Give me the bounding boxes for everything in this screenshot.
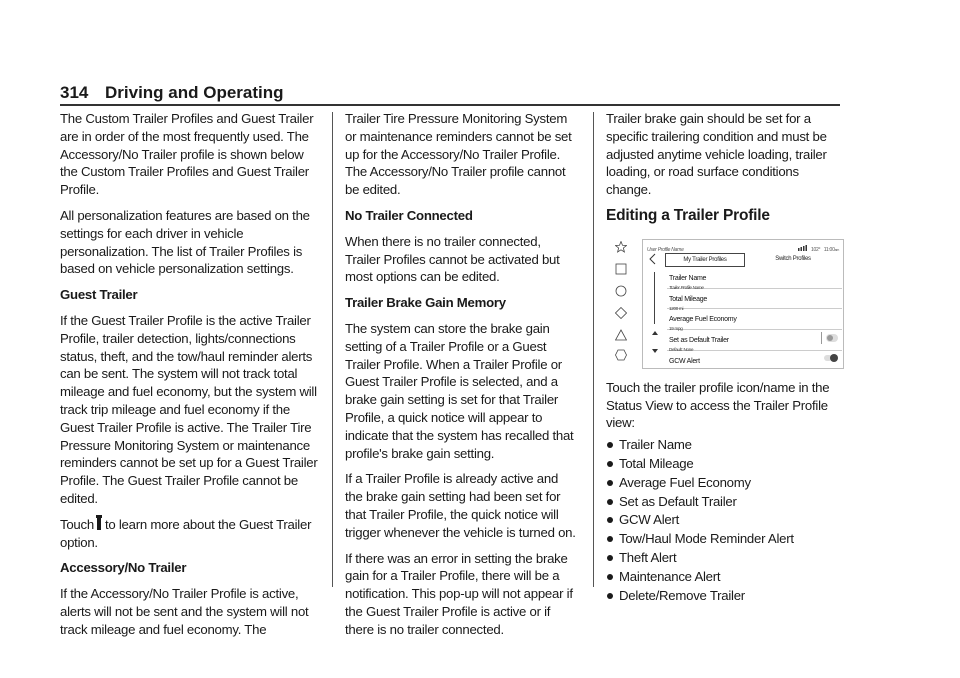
scroll-track[interactable]: [654, 272, 655, 324]
square-icon: [615, 263, 627, 275]
subheading-guest-trailer: Guest Trailer: [60, 287, 138, 303]
list-item-set-as-default-trailer[interactable]: [667, 330, 842, 351]
temperature: 102°: [810, 246, 821, 253]
heading-editing-trailer-profile: Editing a Trailer Profile: [606, 206, 770, 224]
clock-suffix: am: [834, 247, 839, 252]
icon-rail: [606, 239, 636, 367]
row-title: Trailer Name: [669, 274, 707, 282]
profile-settings-list: [667, 268, 842, 371]
column-3: [606, 110, 842, 605]
info-icon: [97, 518, 101, 530]
paragraph: When there is no trailer connected, Trailer Profiles cannot be activated but most options can be edited.: [345, 233, 560, 285]
list-item: Tow/Haul Mode Reminder Alert: [606, 530, 842, 548]
scroll-up-icon[interactable]: [651, 330, 659, 336]
star-icon: [615, 241, 627, 253]
list-item: Maintenance Alert: [606, 568, 842, 586]
paragraph: Trailer Tire Pressure Monitoring System or maintenance reminders cannot be set up for the Accessory/No Trailer Profile. The Accessory/No Trailer profile cannot be edited.: [345, 111, 572, 198]
paragraph: All personalization features are based on the settings for each driver in vehicle personalization. The list of Trailer Profiles is based on vehicle personalization settings.: [60, 207, 310, 277]
tab-switch-profiles[interactable]: Switch Profiles: [775, 255, 811, 262]
page-number: 314: [60, 83, 89, 102]
paragraph: If the Accessory/No Trailer Profile is active, alerts will not be sent and the system will not track mileage and fuel economy. The: [60, 586, 309, 637]
divider: [821, 332, 822, 344]
status-bar: [643, 240, 843, 251]
list-item: Delete/Remove Trailer: [606, 587, 842, 605]
list-item: Theft Alert: [606, 549, 842, 567]
paragraph: If a Trailer Profile is already active and the brake gain setting had been set for that Trailer Profile, the quick notice will trigger whenever the vehicle is turned on.: [345, 471, 576, 540]
list-item-total-mileage[interactable]: [667, 289, 842, 310]
list-item: Trailer Name: [606, 436, 842, 454]
diamond-icon: [615, 307, 627, 319]
list-item-trailer-name[interactable]: [667, 268, 842, 289]
section-title: Driving and Operating: [105, 83, 284, 102]
paragraph: If there was an error in setting the brake gain for a Trailer Profile, there will be a notification. This pop-up will not appear if the Guest Trailer Profile is active or if there is no trailer connected.: [345, 550, 573, 637]
column-divider: [332, 112, 333, 587]
list-item: Average Fuel Economy: [606, 474, 842, 492]
scroll-down-icon[interactable]: [651, 348, 659, 354]
triangle-icon: [615, 329, 627, 341]
paragraph: If the Guest Trailer Profile is the active Trailer Profile, trailer detection, lights/connections status, theft, and the tow/haul reminder alerts can be sent. The system will not track total mileage and fuel economy, but the system will track trip mileage and fuel economy if the Guest Trailer Profile is active. The Trailer Tire Pressure Monitoring System or maintenance reminders cannot be set up for a Guest Trailer Profile. The Guest Trailer Profile cannot be edited.: [60, 312, 318, 506]
paragraph: Trailer brake gain should be set for a specific trailering condition and must be adjusted anytime vehicle loading, trailer loading, or road surface conditions change.: [606, 111, 827, 198]
subheading-no-trailer: No Trailer Connected: [345, 207, 473, 223]
list-item: Set as Default Trailer: [606, 493, 842, 511]
row-title: Total Mileage: [669, 295, 707, 303]
clock: 11:00: [823, 246, 835, 253]
paragraph: The Custom Trailer Profiles and Guest Trailer are in order of the most frequently used. The Accessory/No Trailer profile is shown below the Custom Trailer Profiles and Guest Trailer Profile.: [60, 111, 314, 198]
paragraph: The system can store the brake gain setting of a Trailer Profile or a Guest Trailer Profile. When a Trailer Profile or Guest Trailer Profile is selected, and a brake gain setting is set for that Trailer Profile, a quick notice will appear to indicate that the system has recalled that profile's brake gain setting.: [345, 320, 574, 461]
back-arrow-icon[interactable]: [646, 252, 660, 266]
row-subtitle: Default: None: [669, 347, 694, 353]
paragraph: Touch the trailer profile icon/name in the Status View to access the Trailer Profile view:: [606, 379, 830, 431]
touch-text-rest: to learn more about the Guest Trailer option.: [60, 516, 312, 550]
page-header: [60, 83, 840, 105]
circle-icon: [615, 285, 627, 297]
check-icon[interactable]: [830, 354, 838, 362]
column-divider: [593, 112, 594, 587]
list-item: GCW Alert: [606, 511, 842, 529]
column-1: [60, 110, 318, 647]
row-subtitle: Trailer Profile Name: [669, 284, 704, 290]
scroll-controls: [647, 268, 663, 366]
user-profile-name[interactable]: User Profile Name: [647, 246, 684, 253]
subheading-accessory: Accessory/No Trailer: [60, 560, 187, 576]
bullet-list: [606, 436, 842, 604]
default-trailer-toggle[interactable]: [826, 334, 838, 342]
row-title: Set as Default Trailer: [669, 337, 729, 345]
row-title: GCW Alert: [669, 357, 700, 365]
paragraph-touch-info: [60, 516, 318, 552]
list-item: Total Mileage: [606, 455, 842, 473]
touch-text: Touch: [60, 516, 94, 532]
row-subtitle: 1200 mi: [669, 305, 684, 311]
header-rule: [60, 104, 840, 106]
signal-icon: [798, 245, 808, 251]
column-2: [345, 110, 577, 647]
list-item-gcw-alert[interactable]: [667, 351, 842, 371]
row-subtitle: 19 mpg: [669, 326, 683, 332]
trailer-profile-screen-illustration: [606, 239, 842, 367]
tab-my-trailer-profiles[interactable]: My Trailer Profiles: [665, 253, 745, 267]
list-item-average-fuel-economy[interactable]: [667, 309, 842, 330]
row-title: Average Fuel Economy: [669, 316, 737, 324]
hexagon-icon: [615, 349, 627, 361]
infotainment-display: [642, 239, 844, 369]
subheading-brake-gain: Trailer Brake Gain Memory: [345, 295, 506, 311]
